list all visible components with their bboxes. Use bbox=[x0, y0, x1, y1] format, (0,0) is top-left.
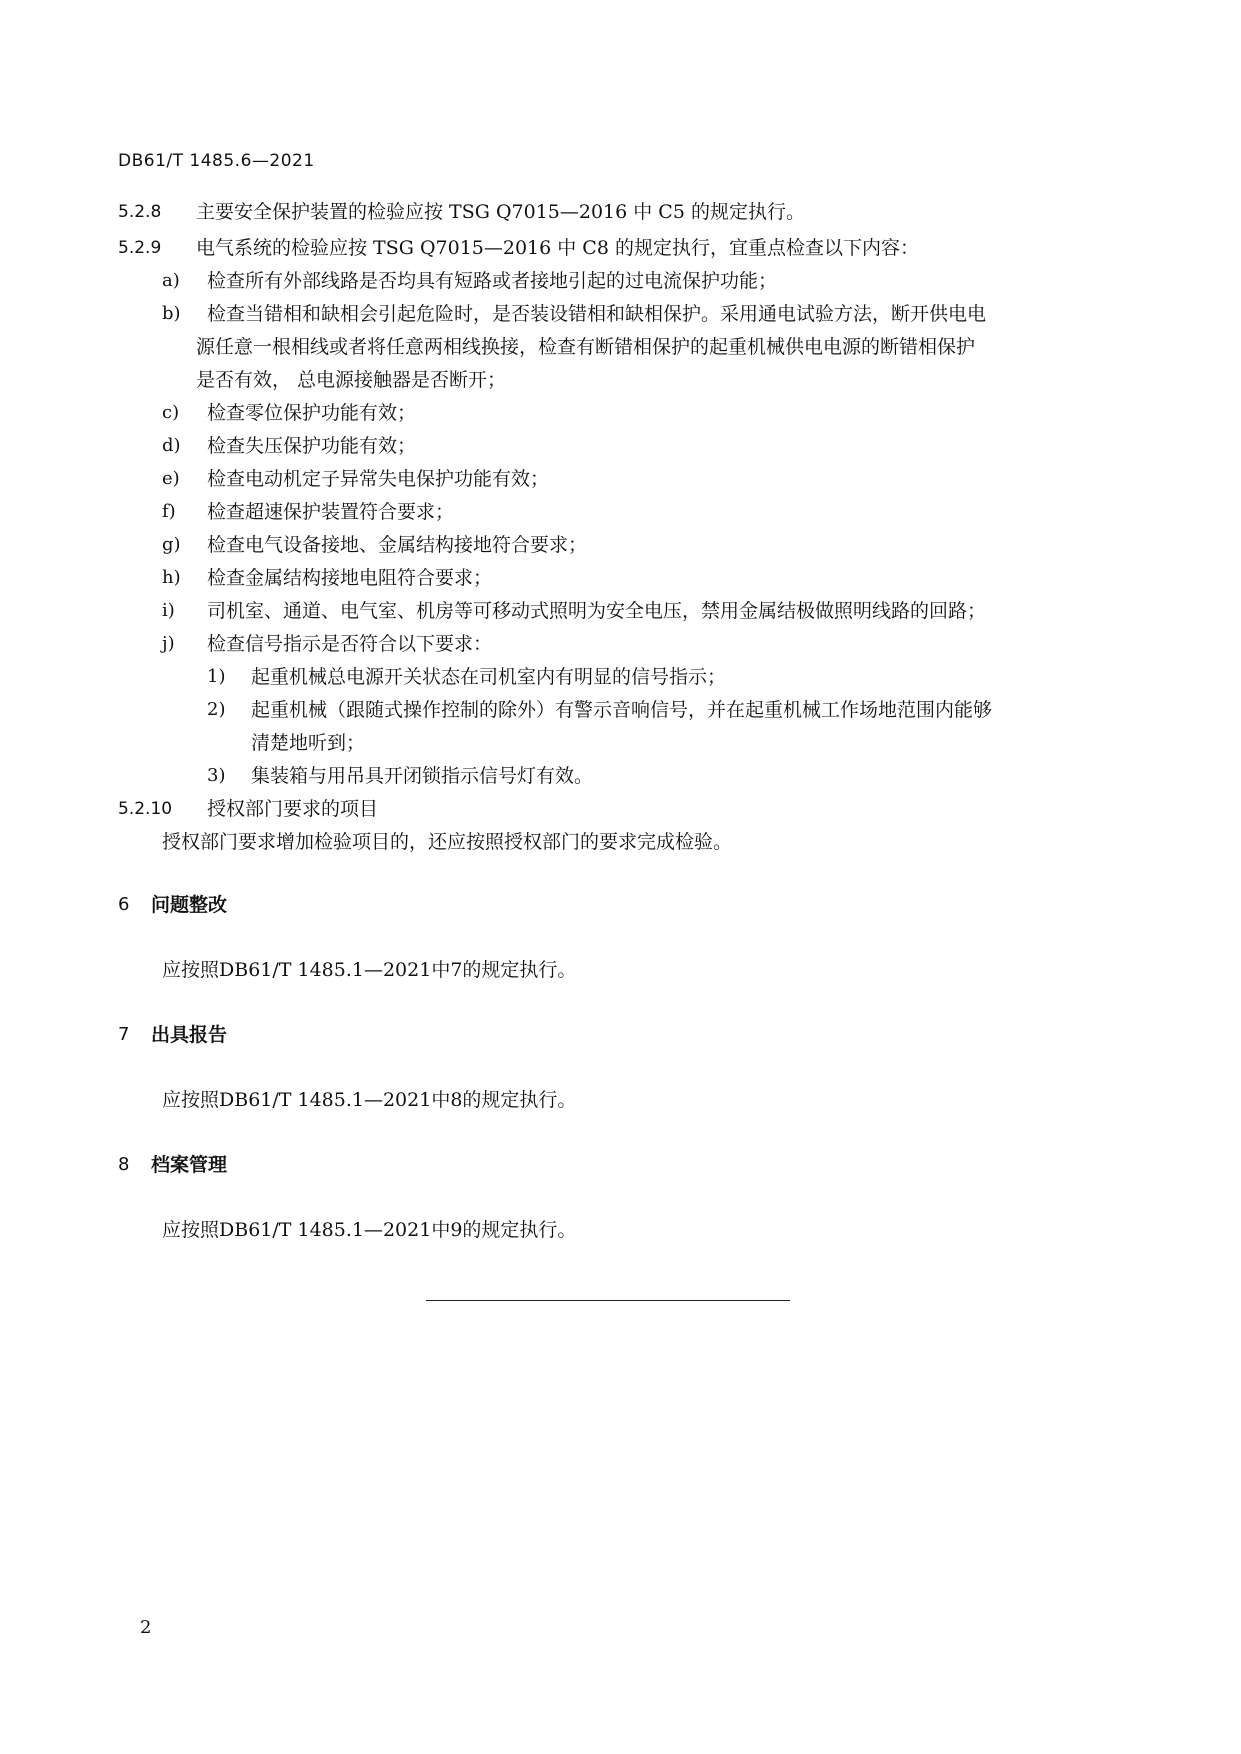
section-number: 7 bbox=[118, 1024, 130, 1045]
clause-text: 电气系统的检验应按 TSG Q7015—2016 中 C8 的规定执行，宜重点检查以下内容： bbox=[196, 237, 919, 259]
sublist-item-continuation: 清楚地听到； bbox=[251, 732, 366, 754]
page-number: 2 bbox=[140, 1617, 152, 1638]
sublist-marker: 2) bbox=[207, 699, 226, 720]
section-heading: 问题整改 bbox=[151, 894, 228, 916]
list-item: 检查信号指示是否符合以下要求： bbox=[207, 633, 493, 655]
sublist-item: 起重机械（跟随式操作控制的除外）有警示音响信号，并在起重机械工作场地范围内能够 bbox=[251, 699, 993, 721]
list-item: 检查金属结构接地电阻符合要求； bbox=[207, 567, 493, 589]
sublist-marker: 1) bbox=[207, 666, 226, 687]
list-item: 检查电气设备接地、金属结构接地符合要求； bbox=[207, 534, 588, 556]
list-marker: f) bbox=[162, 501, 176, 522]
list-marker: h) bbox=[162, 567, 181, 588]
list-item-continuation: 是否有效， 总电源接触器是否断开； bbox=[196, 369, 507, 391]
document-header: DB61/T 1485.6—2021 bbox=[118, 151, 315, 171]
list-item: 检查当错相和缺相会引起危险时，是否装设错相和缺相保护。采用通电试验方法，断开供电电 bbox=[207, 303, 987, 325]
sublist-item: 起重机械总电源开关状态在司机室内有明显的信号指示； bbox=[251, 666, 727, 688]
list-item: 检查失压保护功能有效； bbox=[207, 435, 417, 457]
section-heading: 档案管理 bbox=[151, 1154, 228, 1176]
sublist-item: 集装箱与用吊具开闭锁指示信号灯有效。 bbox=[251, 765, 594, 787]
list-marker: b) bbox=[162, 303, 181, 324]
clause-title: 授权部门要求的项目 bbox=[207, 798, 379, 820]
section-heading: 出具报告 bbox=[151, 1024, 228, 1046]
list-item-continuation: 源任意一根相线或者将任意两相线换接，检查有断错相保护的起重机械供电电源的断错相保护 bbox=[196, 336, 976, 358]
clause-number: 5.2.9 bbox=[118, 238, 162, 258]
list-marker: c) bbox=[162, 402, 180, 423]
end-of-document-rule bbox=[426, 1300, 790, 1301]
clause-number: 5.2.8 bbox=[118, 202, 162, 222]
section-number: 6 bbox=[118, 894, 130, 915]
clause-number: 5.2.10 bbox=[118, 799, 173, 819]
list-marker: i) bbox=[162, 600, 175, 621]
section-number: 8 bbox=[118, 1154, 130, 1175]
list-marker: a) bbox=[162, 270, 180, 291]
list-item: 检查超速保护装置符合要求； bbox=[207, 501, 455, 523]
section-body: 应按照DB61/T 1485.1—2021中8的规定执行。 bbox=[162, 1089, 577, 1111]
list-marker: e) bbox=[162, 468, 180, 489]
clause-text: 主要安全保护装置的检验应按 TSG Q7015—2016 中 C5 的规定执行。 bbox=[196, 201, 805, 223]
list-item: 检查零位保护功能有效； bbox=[207, 402, 417, 424]
list-marker: g) bbox=[162, 534, 181, 555]
list-marker: j) bbox=[162, 633, 175, 654]
section-body: 应按照DB61/T 1485.1—2021中9的规定执行。 bbox=[162, 1219, 577, 1241]
section-body: 应按照DB61/T 1485.1—2021中7的规定执行。 bbox=[162, 959, 577, 981]
list-item: 检查电动机定子异常失电保护功能有效； bbox=[207, 468, 550, 490]
list-item: 司机室、通道、电气室、机房等可移动式照明为安全电压，禁用金属结极做照明线路的回路； bbox=[207, 600, 987, 622]
sublist-marker: 3) bbox=[207, 765, 226, 786]
list-marker: d) bbox=[162, 435, 181, 456]
list-item: 检查所有外部线路是否均具有短路或者接地引起的过电流保护功能； bbox=[207, 270, 778, 292]
clause-body: 授权部门要求增加检验项目的，还应按照授权部门的要求完成检验。 bbox=[162, 831, 733, 853]
